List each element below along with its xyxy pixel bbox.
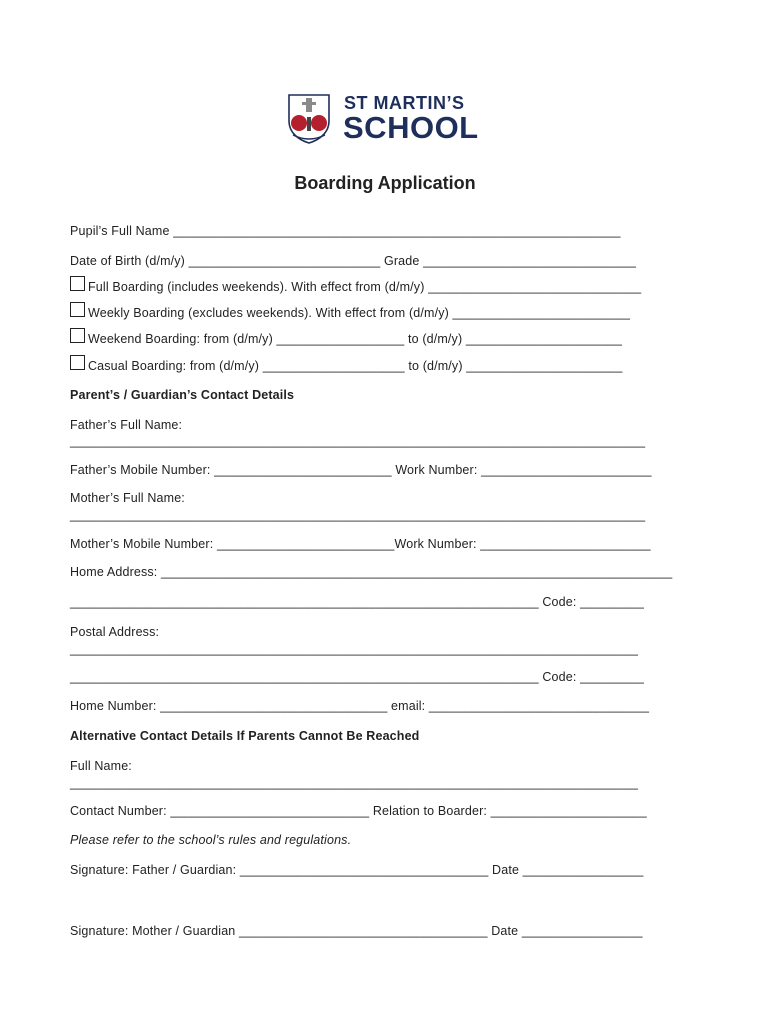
logo-name-line2: SCHOOL <box>343 110 479 145</box>
casual-boarding-label: Casual Boarding: from (d/m/y) ____________________ to (d/m/y) ______________________ <box>88 359 623 373</box>
alt-contact-field[interactable]: Contact Number: ____________________________ Relation to Boarder: ______________________ <box>70 804 647 818</box>
weekly-boarding-checkbox[interactable] <box>70 302 85 317</box>
postal-address-code-field[interactable]: __________________________________________________________________ Code: _________ <box>70 670 644 684</box>
form-title: Boarding Application <box>294 173 476 193</box>
school-logo <box>287 93 487 145</box>
pupil-name-field[interactable]: Pupil’s Full Name _______________________________________________________________ <box>70 224 621 238</box>
full-boarding-checkbox[interactable] <box>70 276 85 291</box>
postal-address-label: Postal Address: <box>70 625 160 639</box>
casual-boarding-checkbox[interactable] <box>70 355 85 370</box>
alt-name-field[interactable]: ________________________________________________________________________________ <box>70 776 639 790</box>
mother-mobile-field[interactable]: Mother’s Mobile Number: _________________________Work Number: ________________________ <box>70 537 651 551</box>
school-crest-icon <box>287 93 331 145</box>
father-name-label: Father’s Full Name: <box>70 418 183 432</box>
parents-section-heading: Parent’s / Guardian’s Contact Details <box>70 388 295 402</box>
weekly-boarding-label: Weekly Boarding (excludes weekends). With effect from (d/m/y) _________________________ <box>88 306 631 320</box>
father-name-field[interactable]: _________________________________________________________________________________ <box>70 434 646 448</box>
home-address-field[interactable]: Home Address: ________________________________________________________________________ <box>70 565 673 579</box>
mother-name-label: Mother’s Full Name: <box>70 491 185 505</box>
mother-signature-field[interactable]: Signature: Mother / Guardian ___________________________________ Date _________________ <box>70 924 643 938</box>
postal-address-field[interactable]: ________________________________________________________________________________ <box>70 642 639 656</box>
dob-grade-field[interactable]: Date of Birth (d/m/y) ___________________________ Grade ______________________________ <box>70 254 637 268</box>
rules-note: Please refer to the school’s rules and regulations. <box>70 833 352 847</box>
full-boarding-option[interactable] <box>70 276 641 294</box>
weekend-boarding-label: Weekend Boarding: from (d/m/y) __________________ to (d/m/y) ______________________ <box>88 332 623 346</box>
weekly-boarding-option[interactable] <box>70 302 630 320</box>
father-signature-field[interactable]: Signature: Father / Guardian: ___________________________________ Date _________________ <box>70 863 644 877</box>
logo-name-line1: ST MARTIN’S <box>344 93 465 113</box>
alt-name-label: Full Name: <box>70 759 132 773</box>
home-number-email-field[interactable]: Home Number: ________________________________ email: _______________________________ <box>70 699 650 713</box>
father-mobile-field[interactable]: Father’s Mobile Number: _________________________ Work Number: ________________________ <box>70 463 652 477</box>
casual-boarding-option[interactable] <box>70 355 623 373</box>
full-boarding-label: Full Boarding (includes weekends). With effect from (d/m/y) ______________________________ <box>88 280 642 294</box>
home-address-code-field[interactable]: __________________________________________________________________ Code: _________ <box>70 595 644 609</box>
weekend-boarding-option[interactable] <box>70 328 622 346</box>
weekend-boarding-checkbox[interactable] <box>70 328 85 343</box>
mother-name-field[interactable]: _________________________________________________________________________________ <box>70 508 646 522</box>
alternative-contact-heading: Alternative Contact Details If Parents Cannot Be Reached <box>70 729 420 743</box>
